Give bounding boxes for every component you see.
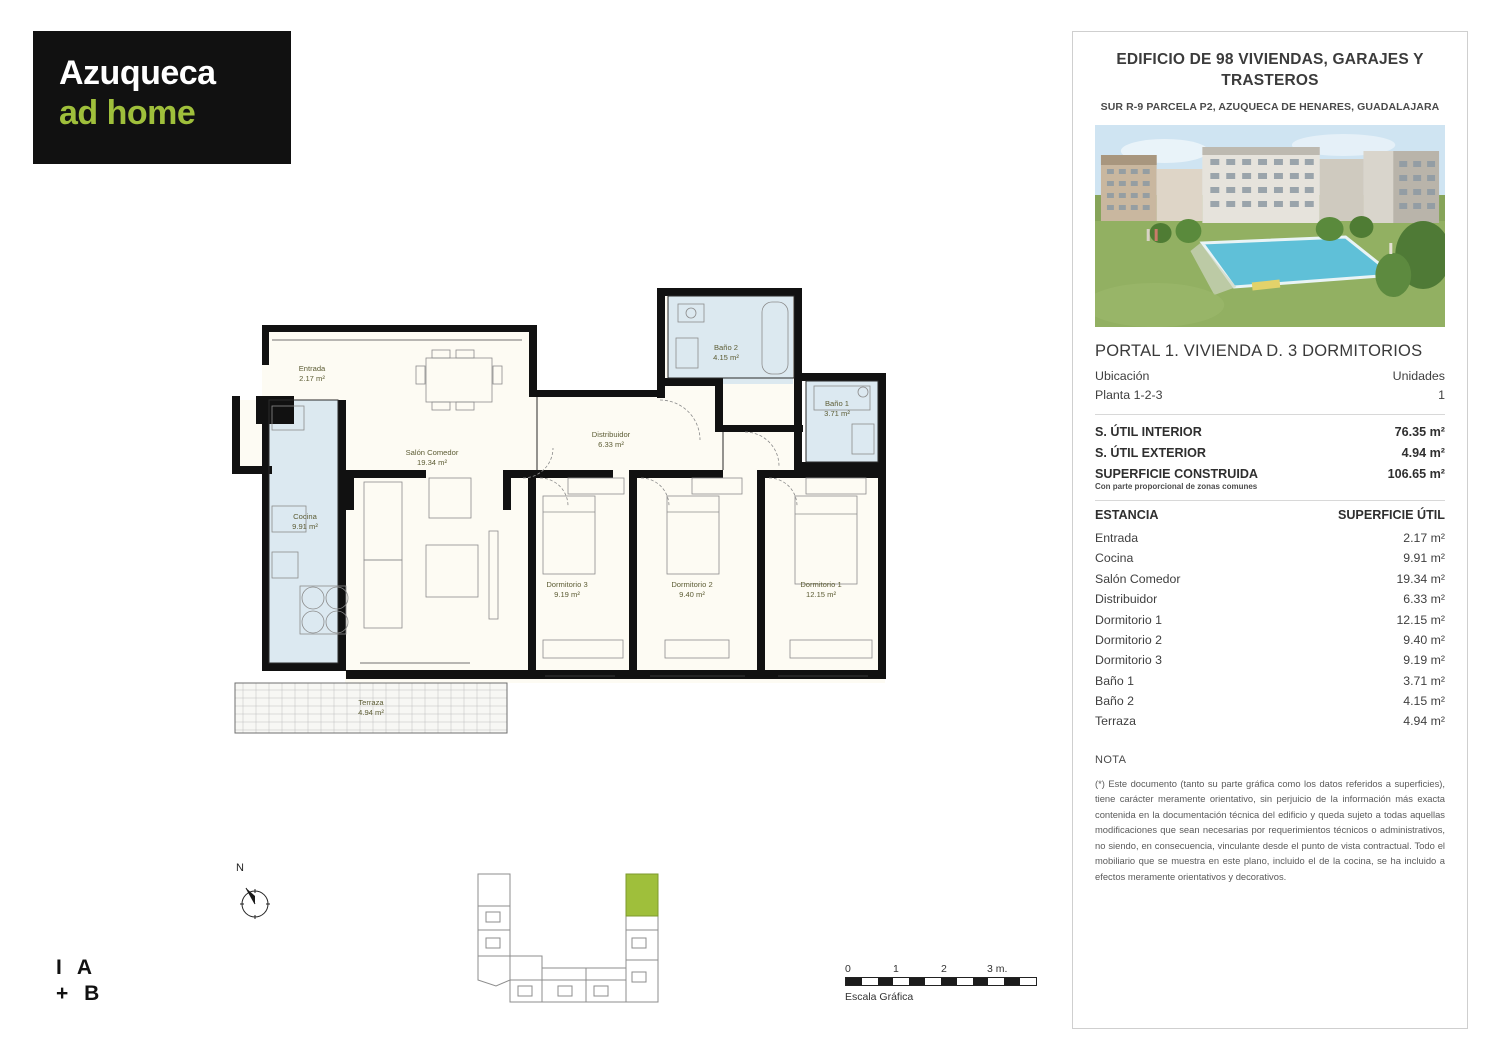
room-area: 19.34 m² — [1396, 571, 1445, 586]
metric-built-value: 106.65 m² — [1387, 467, 1445, 482]
scale-label: Escala Gráfica — [845, 991, 914, 1003]
table-row — [1095, 670, 1445, 690]
key-plan-highlight-unit — [626, 874, 658, 916]
room-label-bano2: Baño 2 — [713, 343, 739, 352]
room-area-bano2: 4.15 m² — [713, 353, 739, 362]
room-name: Dormitorio 3 — [1095, 653, 1162, 668]
metric-interior-value: 76.35 m² — [1394, 425, 1445, 440]
rooms-table-header-area: SUPERFICIE ÚTIL — [1337, 507, 1445, 522]
room-name: Distribuidor — [1095, 592, 1158, 607]
room-name: Entrada — [1095, 531, 1139, 546]
room-area-distribuidor: 6.33 m² — [598, 440, 624, 449]
unit-title: PORTAL 1. VIVIENDA D. 3 DORMITORIOS — [1095, 341, 1423, 360]
nota-text: (*) Este documento (tanto su parte gráfica como los datos referidos a superficies), tiene carácter meramente orientativo, sin perjuicio de la información más exacta contenida en la documentación técnica del edificio y queda sujeto a todas aquellas modificaciones que sean necesarias por requerimientos técnicos o administrativos, no siendo, en consecuencia, vinculante desde el punto de vista contractual. Todo el mobiliario que se muestra en este plano, incluido el de la cocina, se ha incluido a efectos meramente orientativos y decorativos. — [1095, 777, 1445, 882]
room-label-bano1: Baño 1 — [824, 399, 850, 408]
units-value: 1 — [1438, 388, 1445, 403]
brand-logo — [33, 31, 291, 164]
project-address: SUR R-9 PARCELA P2, AZUQUECA DE HENARES, GUADALAJARA — [1100, 100, 1440, 113]
metric-interior — [1095, 422, 1445, 443]
table-row — [1095, 650, 1445, 670]
room-area-salon: 19.34 m² — [417, 458, 447, 467]
units-label: Unidades — [1392, 369, 1445, 384]
room-label-dormitorio1: Dormitorio 1 — [800, 580, 842, 589]
scale-tick-2: 2 — [941, 963, 947, 975]
scale-bar — [845, 977, 1037, 986]
room-label-terraza: Terraza — [358, 698, 384, 707]
floor-plan-drawing — [225, 275, 915, 755]
room-label-entrada: Entrada — [298, 364, 326, 373]
architect-mark-line-2: + B — [56, 982, 105, 1006]
logo-line-1: Azuqueca — [59, 54, 216, 92]
architect-mark — [56, 955, 104, 1008]
room-area: 9.40 m² — [1403, 632, 1445, 647]
info-panel — [1072, 31, 1468, 1029]
room-area: 4.94 m² — [1403, 714, 1445, 729]
rooms-table-header-room: ESTANCIA — [1095, 507, 1159, 522]
room-label-salon: Salón Comedor — [405, 448, 459, 457]
room-area-dormitorio1: 12.15 m² — [806, 590, 836, 599]
metric-exterior — [1095, 443, 1445, 464]
room-area: 3.71 m² — [1403, 673, 1445, 688]
floor-label: Planta 1-2-3 — [1095, 388, 1163, 403]
built-area-note: Con parte proporcional de zonas comunes — [1095, 481, 1258, 491]
location-label: Ubicación — [1095, 369, 1150, 384]
room-area: 9.19 m² — [1403, 653, 1445, 668]
room-area: 12.15 m² — [1396, 612, 1445, 627]
metric-built-label: SUPERFICIE CONSTRUIDA — [1095, 467, 1259, 482]
divider-1 — [1095, 414, 1445, 415]
room-name: Baño 2 — [1095, 694, 1134, 709]
room-name: Dormitorio 2 — [1095, 632, 1162, 647]
project-render-image — [1095, 125, 1445, 327]
table-row — [1095, 711, 1445, 731]
scale-tick-0: 0 — [845, 963, 851, 975]
project-title: EDIFICIO DE 98 VIVIENDAS, GARAJES Y TRASTEROS — [1116, 51, 1424, 89]
metric-interior-label: S. ÚTIL INTERIOR — [1095, 425, 1202, 440]
room-name: Salón Comedor — [1095, 571, 1181, 586]
nota-label: NOTA — [1095, 753, 1127, 766]
scale-tick-1: 1 — [893, 963, 899, 975]
room-label-distribuidor: Distribuidor — [591, 430, 631, 439]
north-label: N — [236, 862, 244, 874]
table-row — [1095, 630, 1445, 650]
table-row — [1095, 528, 1445, 548]
metric-exterior-value: 4.94 m² — [1401, 446, 1445, 461]
logo-line-2: ad home — [59, 94, 196, 133]
room-area: 9.91 m² — [1403, 551, 1445, 566]
room-area-dormitorio3: 9.19 m² — [554, 590, 580, 599]
table-row — [1095, 609, 1445, 629]
room-label-dormitorio3: Dormitorio 3 — [546, 580, 588, 589]
graphic-scale — [845, 963, 1037, 1003]
north-indicator — [232, 862, 278, 926]
room-label-dormitorio2: Dormitorio 2 — [671, 580, 713, 589]
room-area: 6.33 m² — [1403, 592, 1445, 607]
room-name: Cocina — [1095, 551, 1134, 566]
room-area: 2.17 m² — [1403, 531, 1445, 546]
metric-exterior-label: S. ÚTIL EXTERIOR — [1095, 446, 1207, 461]
architect-mark-line-1: I A — [56, 956, 98, 979]
room-area-cocina: 9.91 m² — [292, 522, 318, 531]
room-name: Baño 1 — [1095, 673, 1134, 688]
rooms-table — [1095, 528, 1445, 732]
table-row — [1095, 691, 1445, 711]
rooms-table-header — [1095, 508, 1445, 528]
table-row — [1095, 569, 1445, 589]
room-area-terraza: 4.94 m² — [358, 708, 384, 717]
scale-tick-3: 3 m. — [987, 963, 1008, 975]
room-area-bano1: 3.71 m² — [824, 409, 850, 418]
divider-2 — [1095, 500, 1445, 501]
room-label-cocina: Cocina — [293, 512, 317, 521]
compass-icon — [232, 874, 278, 924]
room-area: 4.15 m² — [1403, 694, 1445, 709]
room-area-dormitorio2: 9.40 m² — [679, 590, 705, 599]
room-area-entrada: 2.17 m² — [299, 374, 325, 383]
table-row — [1095, 548, 1445, 568]
room-name: Terraza — [1095, 714, 1137, 729]
building-key-plan — [466, 860, 696, 1010]
table-row — [1095, 589, 1445, 609]
room-name: Dormitorio 1 — [1095, 612, 1162, 627]
